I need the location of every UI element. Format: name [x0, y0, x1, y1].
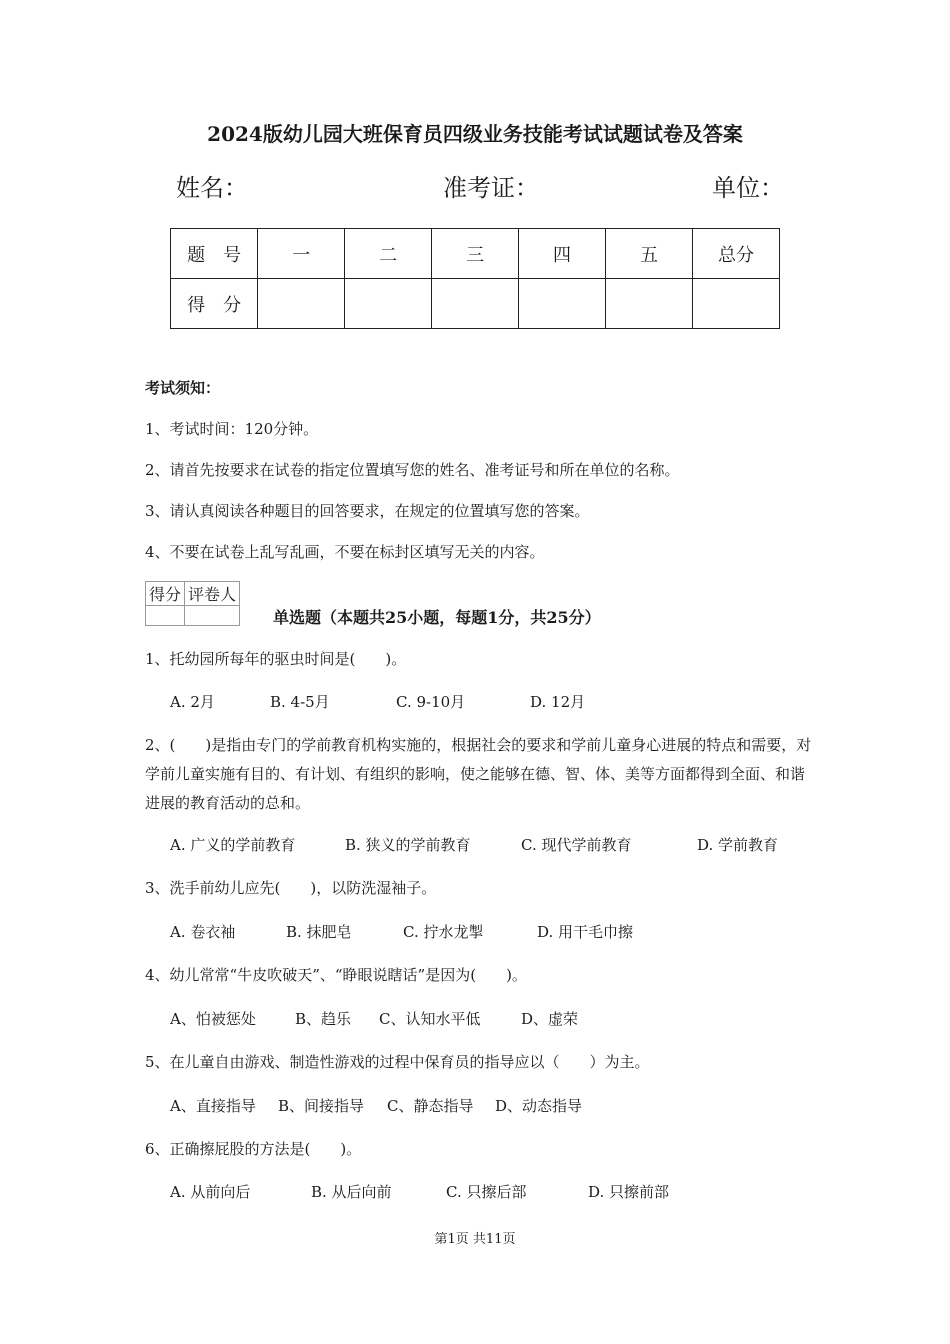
name-field-label: 姓名：: [176, 174, 248, 202]
question-stem: 1、托幼园所每年的驱虫时间是( )。: [145, 650, 407, 668]
question-option[interactable]: B. 狭义的学前教育: [345, 836, 471, 854]
question-option[interactable]: C. 只擦后部: [446, 1183, 527, 1201]
question-stem: 6、正确擦屁股的方法是( )。: [145, 1140, 362, 1158]
exam-number-field-label: 准考证：: [443, 174, 539, 202]
section-title: 单选题（本题共25小题，每题1分，共25分）: [273, 608, 601, 627]
score-header-cell: 五: [606, 229, 693, 279]
page-footer: 第1页 共11页: [434, 1232, 516, 1247]
question-option[interactable]: A. 卷衣袖: [170, 923, 236, 941]
score-table: [170, 228, 780, 329]
score-cell[interactable]: [519, 279, 606, 329]
notice-item: 3、请认真阅读各种题目的回答要求，在规定的位置填写您的答案。: [145, 502, 590, 520]
question-option[interactable]: C. 拧水龙掣: [403, 923, 484, 941]
notice-item: 2、请首先按要求在试卷的指定位置填写您的姓名、准考证号和所在单位的名称。: [145, 461, 680, 479]
notice-item: 1、考试时间：120分钟。: [145, 420, 319, 438]
score-table-score-row: [171, 279, 780, 329]
score-cell[interactable]: [258, 279, 345, 329]
question-option[interactable]: A. 广义的学前教育: [170, 836, 296, 854]
score-header-cell: 一: [258, 229, 345, 279]
grader-score-cell[interactable]: [146, 606, 185, 626]
question-option[interactable]: B. 4-5月: [270, 693, 330, 711]
page-title: 2024版幼儿园大班保育员四级业务技能考试试题试卷及答案: [207, 122, 743, 146]
question-stem: 3、洗手前幼儿应先( )，以防洗湿袖子。: [145, 879, 437, 897]
grader-box: [145, 581, 240, 626]
score-header-cell: 二: [345, 229, 432, 279]
question-option[interactable]: A. 2月: [170, 693, 215, 711]
question-option[interactable]: D. 用干毛巾擦: [537, 923, 634, 941]
score-header-cell: 总分: [692, 229, 779, 279]
question-option[interactable]: C、认知水平低: [379, 1010, 481, 1028]
question-option[interactable]: D、动态指导: [495, 1097, 583, 1115]
grader-score-label: 得分: [146, 582, 185, 606]
unit-field-label: 单位：: [712, 174, 784, 202]
score-header-cell: 题 号: [171, 229, 258, 279]
question-option[interactable]: A. 从前向后: [170, 1183, 251, 1201]
question-option[interactable]: B. 从后向前: [311, 1183, 392, 1201]
question-option[interactable]: B. 抹肥皂: [286, 923, 352, 941]
score-header-cell: 三: [432, 229, 519, 279]
question-option[interactable]: D. 只擦前部: [588, 1183, 670, 1201]
question-option[interactable]: D. 学前教育: [697, 836, 779, 854]
grader-name-label: 评卷人: [185, 582, 240, 606]
question-option[interactable]: B、间接指导: [278, 1097, 365, 1115]
question-option[interactable]: C. 现代学前教育: [521, 836, 632, 854]
notice-heading: 考试须知：: [145, 379, 221, 397]
question-option[interactable]: C、静态指导: [387, 1097, 474, 1115]
score-cell[interactable]: [606, 279, 693, 329]
score-cell[interactable]: [432, 279, 519, 329]
question-option[interactable]: D、虚荣: [521, 1010, 579, 1028]
question-stem: 4、幼儿常常“牛皮吹破天”、“睁眼说瞎话”是因为( )。: [145, 966, 527, 984]
question-option[interactable]: B、趋乐: [295, 1010, 352, 1028]
score-table-header-row: [171, 229, 780, 279]
question-stem: 5、在儿童自由游戏、制造性游戏的过程中保育员的指导应以（ ）为主。: [145, 1053, 650, 1071]
question-option[interactable]: C. 9-10月: [396, 693, 466, 711]
score-row-label: 得 分: [171, 279, 258, 329]
notice-item: 4、不要在试卷上乱写乱画，不要在标封区填写无关的内容。: [145, 543, 545, 561]
question-option[interactable]: D. 12月: [530, 693, 586, 711]
score-header-cell: 四: [519, 229, 606, 279]
score-cell[interactable]: [345, 279, 432, 329]
question-stem: 2、( )是指由专门的学前教育机构实施的，根据社会的要求和学前儿童身心进展的特点和需要，对学前儿童实施有目的、有计划、有组织的影响，使之能够在德、智、体、美等方面都得到全面、和谐进展的教育活动的总和。: [145, 736, 812, 812]
question-option[interactable]: A、直接指导: [170, 1097, 256, 1115]
grader-name-cell[interactable]: [185, 606, 240, 626]
question-option[interactable]: A、怕被惩处: [170, 1010, 256, 1028]
score-cell[interactable]: [692, 279, 779, 329]
